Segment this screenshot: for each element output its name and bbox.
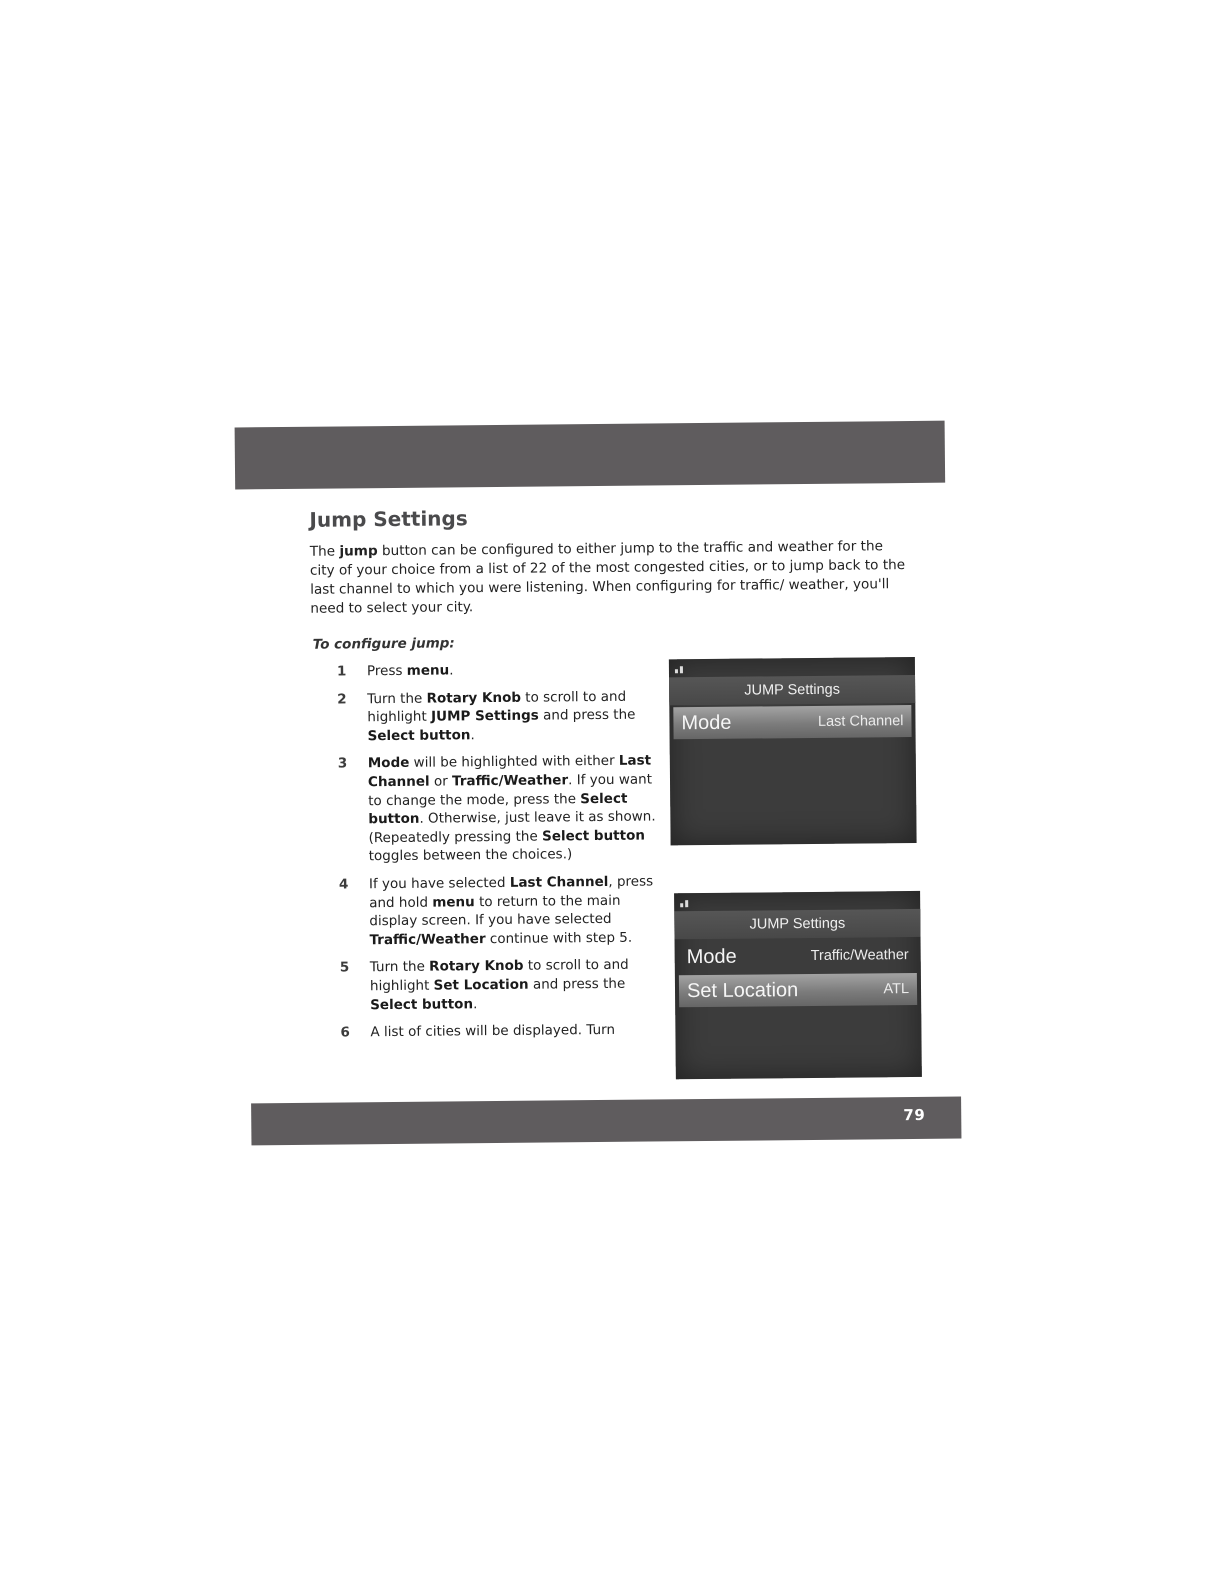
bold-run: JUMP Settings (430, 707, 539, 725)
text-run: If you have selected (368, 874, 510, 893)
bold-run: Select button (368, 790, 628, 828)
text-run: . (449, 662, 454, 679)
text-run: . (470, 726, 475, 744)
set-location-value: ATL (883, 981, 910, 998)
text-run: will be highlighted with either (409, 753, 619, 772)
bold-run: Select button (541, 827, 646, 845)
screen-header: JUMP Settings (674, 909, 920, 939)
text-run: , press and hold (369, 873, 654, 911)
step-number: 5 (339, 959, 350, 976)
step-text (370, 1021, 615, 1042)
bold-run: Set Location (433, 976, 529, 994)
set-location-row (679, 973, 917, 1007)
page-number: 79 (903, 1105, 926, 1125)
step-number: 4 (338, 876, 349, 893)
device-screen-traffic-weather (674, 891, 922, 1079)
step-text (369, 872, 668, 949)
text-run: Turn the (367, 690, 427, 707)
text-run: continue with step 5. (485, 929, 633, 947)
bold-run: Traffic/Weather (369, 930, 486, 948)
step-text (368, 752, 667, 866)
signal-strength-icon (680, 897, 688, 907)
step-item (337, 687, 666, 746)
bold-run: Traffic/Weather (451, 772, 569, 790)
mode-row (673, 705, 911, 739)
bold-run: Select button (367, 727, 471, 745)
footer-bar (251, 1097, 961, 1146)
text-run: to return to the main display screen. If you have selected (369, 892, 621, 930)
step-number: 2 (337, 691, 347, 708)
intro-text: button can be configured to either jump to the traffic and weather for the city of your choice from a list of 22 of the most congested cities, or to jump back to the last channel to which you were listening. When configuring for traffic/ weather, you'll need to select your city. (309, 538, 906, 617)
mode-value: Traffic/Weather (810, 947, 909, 964)
text-run: . Otherwise, just leave it as shown. (Repeatedly pressing the (368, 808, 656, 846)
step-text (367, 661, 454, 680)
text-run: Press (366, 662, 407, 680)
header-bar (235, 421, 946, 490)
procedure-heading: To configure jump: (312, 635, 455, 653)
step-number: 6 (340, 1024, 350, 1041)
step-item (340, 956, 669, 1015)
intro-bold-text: jump (339, 543, 378, 560)
text-run: toggles between the choices.) (368, 846, 573, 865)
mode-label: Mode (681, 711, 732, 734)
bold-run: Rotary Knob (426, 689, 522, 707)
bold-run: Select button (370, 995, 474, 1013)
bold-run: menu (406, 662, 450, 679)
mode-value: Last Channel (817, 713, 904, 730)
step-list (337, 659, 669, 1051)
step-item (340, 1020, 668, 1042)
device-screen-last-channel (669, 657, 917, 845)
text-run: . If you want to change the mode, press the (368, 771, 653, 809)
bold-run: menu (432, 893, 475, 911)
step-item (337, 659, 665, 681)
step-number: 1 (336, 663, 347, 680)
text-run: . (472, 995, 478, 1012)
mode-label: Mode (686, 945, 737, 968)
bold-run: Last Channel (509, 873, 609, 891)
text-run: and press the (538, 706, 636, 724)
text-run: and press the (528, 975, 626, 993)
text-run: Turn the (369, 958, 430, 976)
signal-strength-icon (675, 663, 683, 673)
screen-header: JUMP Settings (669, 675, 915, 705)
step-item (338, 752, 667, 867)
bold-run: Last Channel (367, 752, 652, 791)
step-text (367, 687, 666, 746)
intro-text: The (309, 543, 340, 560)
bold-run: Rotary Knob (429, 958, 524, 975)
step-item (339, 872, 668, 950)
step-number: 3 (337, 755, 348, 772)
text-run: A list of cities will be displayed. Turn (370, 1021, 616, 1041)
set-location-label: Set Location (686, 978, 799, 1002)
text-run: or (429, 773, 453, 790)
intro-paragraph (310, 537, 911, 619)
step-text (370, 956, 669, 1015)
bold-run: Mode (367, 755, 410, 772)
section-title: Jump Settings (309, 506, 468, 532)
mode-row (679, 939, 917, 973)
text-run: to scroll to and highlight (369, 957, 629, 995)
text-run: to scroll to and highlight (367, 688, 627, 726)
